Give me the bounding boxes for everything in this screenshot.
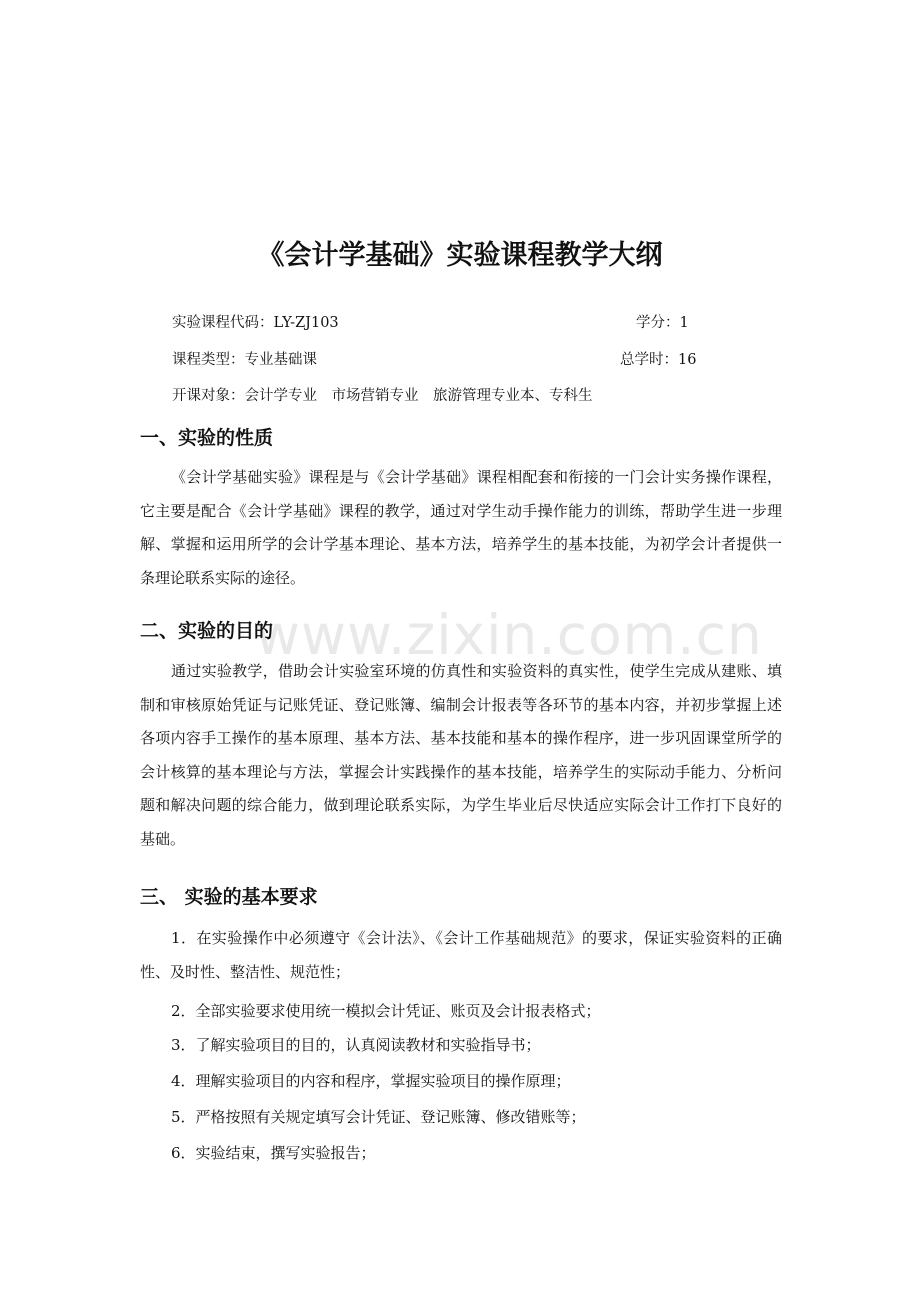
requirement-item: 4．理解实验项目的内容和程序，掌握实验项目的操作原理；	[171, 1072, 571, 1090]
requirement-item: 3．了解实验项目的目的，认真阅读教材和实验指导书；	[171, 1036, 541, 1054]
course-audience: 开课对象：会计学专业 市场营销专业 旅游管理专业本、专科生	[172, 388, 593, 404]
requirement-item: 6．实验结束，撰写实验报告；	[171, 1144, 376, 1162]
section-body-purpose: 通过实验教学，借助会计实验室环境的仿真性和实验资料的真实性，使学生完成从建账、填制和审核原始凭证与记账凭证、登记账簿、编制会计报表等各环节的基本内容，并初步掌握上述各项内容手工操作的基本原理、基本方法、基本技能和基本的操作程序，进一步巩固课堂所学的会计核算的基本理论与方法，掌握会计实践操作的基本技能，培养学生的实际动手能力、分析问题和解决问题的综合能力，做到理论联系实际，为学生毕业后尽快适应实际会计工作打下良好的基础。	[140, 662, 782, 848]
course-credit: 学分：1	[636, 315, 689, 331]
requirement-item: 1．在实验操作中必须遵守《会计法》、《会计工作基础规范》的要求，保证实验资料的正确性、及时性、整洁性、规范性；	[140, 929, 782, 981]
requirement-item: 2．全部实验要求使用统一模拟会计凭证、账页及会计报表格式；	[171, 1002, 601, 1020]
section-heading-purpose: 二、实验的目的	[140, 620, 274, 642]
section-body-nature: 《会计学基础实验》课程是与《会计学基础》课程相配套和衔接的一门会计实务操作课程，它主要是配合《会计学基础》课程的教学，通过对学生动手操作能力的训练，帮助学生进一步理解、掌握和运用所学的会计学基本理论、基本方法，培养学生的基本技能，为初学会计者提供一条理论联系实际的途径。	[140, 468, 782, 587]
section-heading-nature: 一、实验的性质	[140, 427, 274, 449]
course-type: 课程类型：专业基础课	[172, 352, 317, 368]
course-hours: 总学时：16	[620, 352, 697, 368]
course-code: 实验课程代码：LY-ZJ103	[172, 315, 339, 331]
section-heading-requirements: 三、 实验的基本要求	[140, 886, 318, 908]
watermark: www.zixin.com.cn	[255, 603, 763, 667]
requirement-item: 5．严格按照有关规定填写会计凭证、登记账簿、修改错账等；	[171, 1108, 586, 1126]
document-title: 《会计学基础》实验课程教学大纲	[257, 240, 663, 271]
